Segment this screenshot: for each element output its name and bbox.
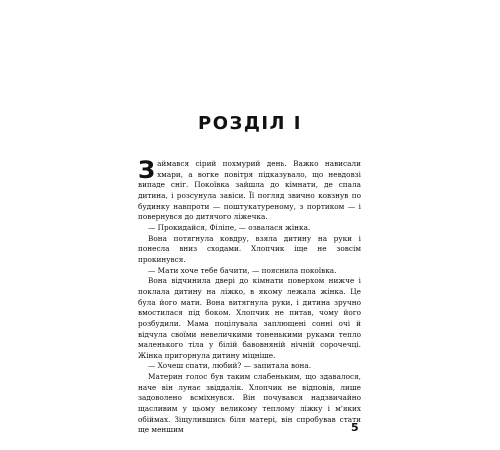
paragraph: Материн голос був таким слабеньким, що здавалося, наче він лунає звіддалік. Хлопчик не відповів, лише задоволено всміхнувся. Він почувався надзвичайно щасливим у цьому великому теплому ліжку і м'яких обіймах. Зіщулившись біля матері, він спробував стати ще меншим bbox=[138, 372, 361, 435]
paragraph: — Прокидайся, Філіпе, — озвалася жінка. bbox=[148, 222, 311, 232]
body-text bbox=[138, 156, 361, 436]
chapter-title: РОЗДІЛ I bbox=[198, 113, 302, 134]
first-paragraph bbox=[138, 156, 361, 223]
drop-cap: З bbox=[138, 156, 156, 184]
paragraph: — Хочеш спати, любий? — запитала вона. bbox=[148, 361, 312, 371]
paragraph: Вона відчинила двері до кімнати поверхом нижче і поклала дитину на ліжко, в якому лежала жінка. Це була його мати. Вона витягнула руки, і дитина зручно вмостилася під боком. Хлопчик не питав, чому його розбудили. Мама поцілувала заплющені сонні очі й відчула своїми невеличкими тоненькими руками тепло маленького тіла у білій бавовняній нічній сорочечці. Жінка пригорнула дитину міцніше. bbox=[138, 276, 361, 360]
paragraph: Вона потягнула ковдру, взяла дитину на руки і понесла вниз сходами. Хлопчик іще не зовсім прокинувся. bbox=[138, 233, 361, 264]
paragraph: — Мати хоче тебе бачити, — пояснила покоївка. bbox=[148, 265, 337, 275]
page-number: 5 bbox=[351, 421, 359, 434]
first-paragraph-text: аймався сірий похмурий день. Важко нависали хмари, а вогке повітря підказувало, що невдовзі випаде сніг. Покоївка зайшла до кімнати, де спала дитина, і розсунула завіси. Її погляд звично ковзнув по будинку навпроти — поштукатуреному, з портиком — і повернувся до дитячого ліжечка. bbox=[138, 159, 361, 222]
